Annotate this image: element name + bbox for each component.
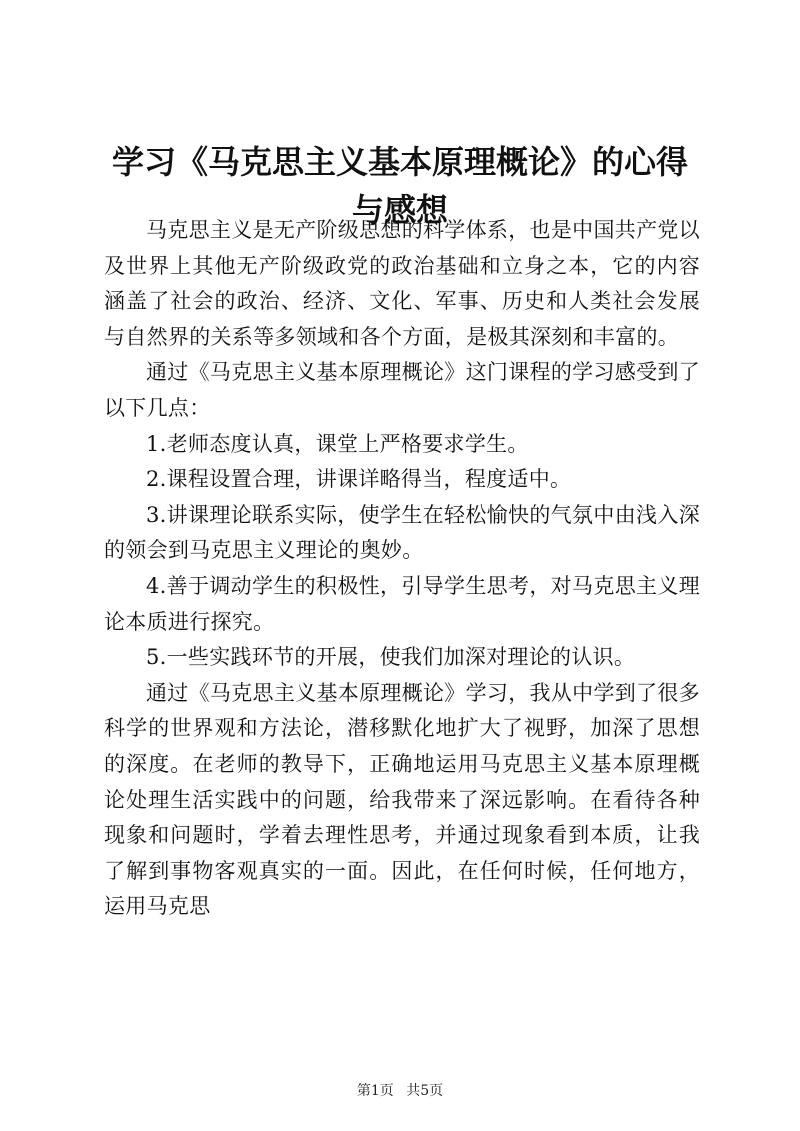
page-number: 第1页 <box>356 1083 394 1099</box>
document-title: 学习《马克思主义基本原理概论》的心得与感想 <box>111 143 688 229</box>
list-item-5: 5.一些实践环节的开展，使我们加深对理论的认识。 <box>146 645 636 670</box>
list-item-3: 3.讲课理论联系实际，使学生在轻松愉快的气氛中由浅入深的领会到马克思主义理论的奥妙。 <box>104 502 700 563</box>
list-item-1: 1.老师态度认真，课堂上严格要求学生。 <box>146 431 529 456</box>
paragraph-summary-lead: 通过《马克思主义基本原理概论》这门课程的学习感受到了以下几点： <box>104 360 700 420</box>
list-item-4: 4.善于调动学生的积极性，引导学生思考，对马克思主义理论本质进行探究。 <box>104 573 700 634</box>
document-body <box>104 213 700 925</box>
paragraph-intro: 马克思主义是无产阶级思想的科学体系，也是中国共产党以及世界上其他无产阶级政党的政治基础和立身之本，它的内容涵盖了社会的政治、经济、文化、军事、历史和人类社会发展与自然界的关系等多领域和各个方面，是极其深刻和丰富的。 <box>104 218 700 349</box>
paragraph-reflection: 通过《马克思主义基本原理概论》学习，我从中学到了很多科学的世界观和方法论，潜移默化地扩大了视野，加深了思想的深度。在老师的教导下，正确地运用马克思主义基本原理概论处理生活实践中的问题，给我带来了深远影响。在看待各种现象和问题时，学着去理性思考，并通过现象看到本质，让我了解到事物客观真实的一面。因此，在任何时候，任何地方，运用马克思 <box>104 680 700 919</box>
list-item-2: 2.课程设置合理，讲课详略得当，程度适中。 <box>146 467 572 492</box>
page-footer <box>0 1081 800 1101</box>
page-total: 共5页 <box>406 1083 444 1099</box>
